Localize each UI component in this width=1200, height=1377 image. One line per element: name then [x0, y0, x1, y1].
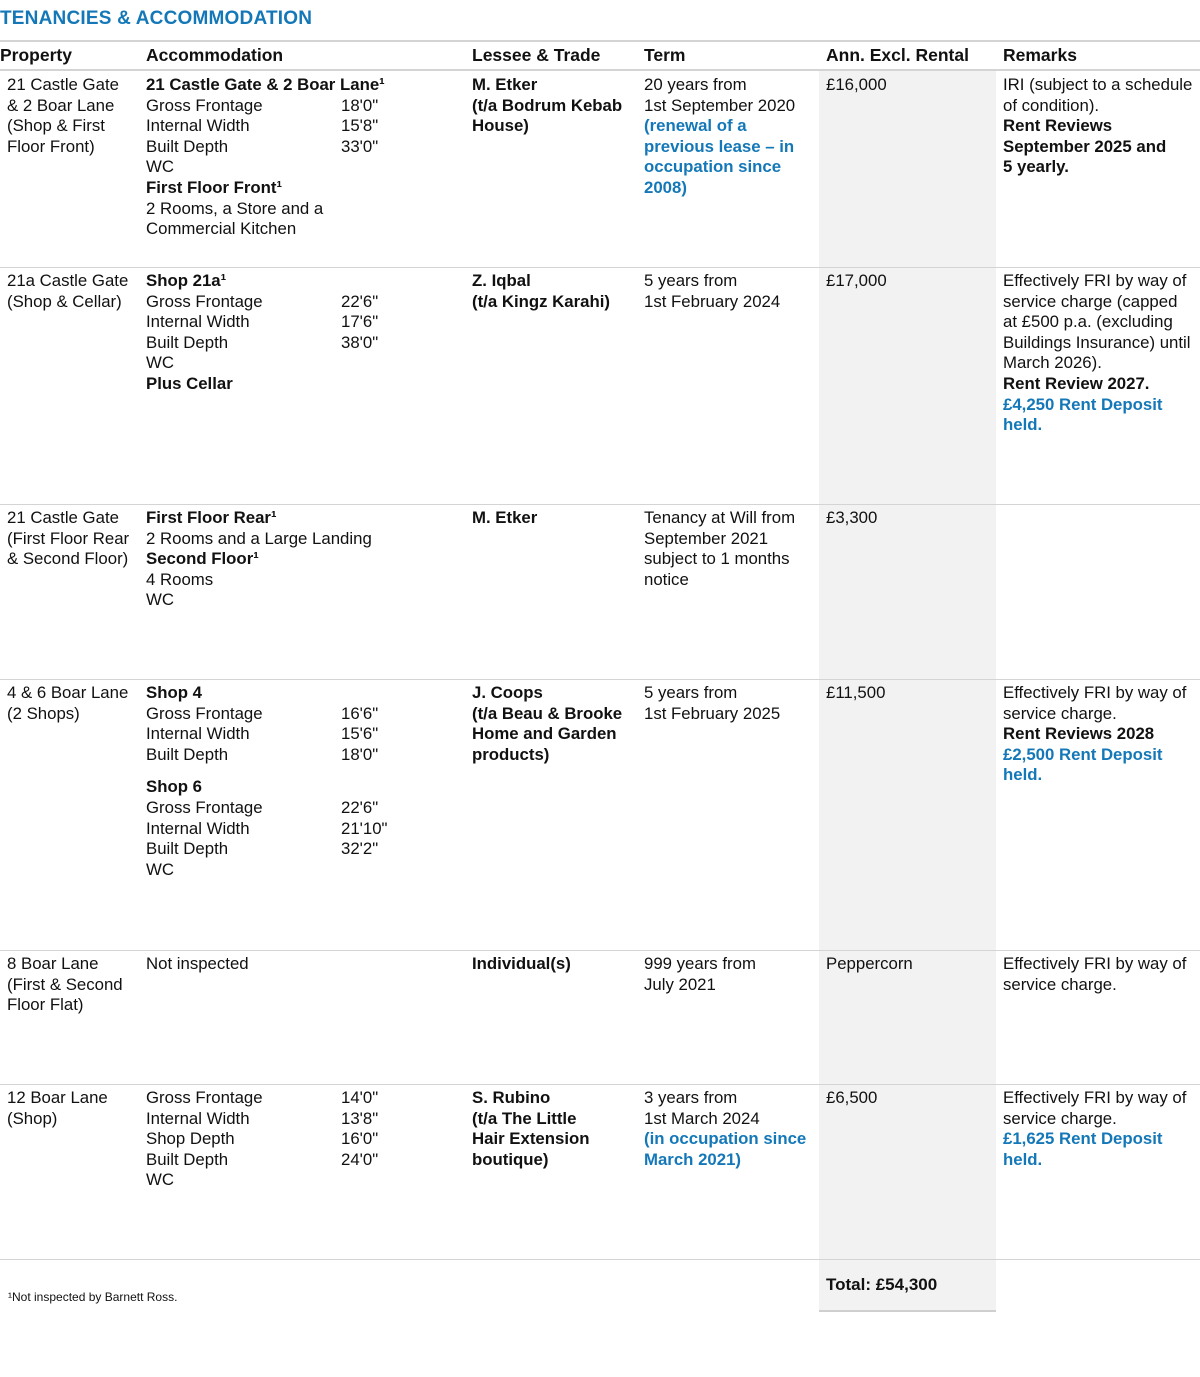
- accommodation-line: [146, 839, 379, 860]
- accommodation-label: 21 Castle Gate & 2 Boar Lane¹: [146, 75, 385, 94]
- remarks-line: service charge.: [1003, 703, 1117, 723]
- lessee-line: (t/a Kingz Karahi): [472, 291, 610, 311]
- rental-cell: £16,000: [826, 75, 887, 94]
- dimension-value: 16'0": [341, 1129, 379, 1149]
- spacer: [146, 765, 263, 777]
- remarks-line: at £500 p.a. (excluding: [1003, 312, 1173, 332]
- remarks-cell: [1003, 683, 1186, 786]
- accommodation-label: Gross Frontage: [146, 95, 263, 115]
- remarks-cell: [1003, 1088, 1186, 1170]
- term-line: March 2021): [644, 1149, 742, 1169]
- remarks-line: Effectively FRI by way of: [1003, 683, 1187, 702]
- accommodation-label: Internal Width: [146, 724, 250, 744]
- accommodation-label: Gross Frontage: [146, 797, 263, 817]
- property-line: (Shop): [7, 1108, 58, 1128]
- accommodation-line: [146, 332, 379, 354]
- accommodation-label: Built Depth: [146, 136, 229, 156]
- remarks-line: £1,625 Rent Deposit: [1003, 1129, 1163, 1149]
- accommodation-cell: [146, 271, 379, 395]
- accommodation-line: [146, 1108, 379, 1130]
- lessee-line: Individual(s): [472, 954, 571, 973]
- accommodation-label: Shop 21a¹: [146, 271, 227, 290]
- accommodation-label: Built Depth: [146, 744, 229, 764]
- header-bottom-rule: [0, 69, 1200, 71]
- lessee-line: S. Rubino: [472, 1088, 551, 1107]
- accommodation-label: Commercial Kitchen: [146, 219, 297, 239]
- row-divider: [0, 267, 1200, 268]
- lessee-line: M. Etker: [472, 75, 538, 94]
- term-line: notice: [644, 569, 689, 589]
- accommodation-line: [146, 1170, 263, 1191]
- dimension-value: 21'10": [341, 818, 388, 838]
- remarks-line: service charge.: [1003, 1108, 1117, 1128]
- remarks-line: Effectively FRI by way of: [1003, 954, 1187, 973]
- accommodation-label: Gross Frontage: [146, 291, 263, 311]
- lessee-cell: [472, 75, 622, 137]
- accommodation-label: First Floor Front¹: [146, 177, 283, 197]
- property-cell: [7, 271, 128, 312]
- footnote: ¹Not inspected by Barnett Ross.: [8, 1290, 178, 1304]
- dimension-value: 16'6": [341, 703, 379, 723]
- property-line: 8 Boar Lane: [7, 954, 99, 973]
- property-line: & 2 Boar Lane: [7, 95, 115, 115]
- header-term: Term: [644, 45, 686, 65]
- accommodation-heading: [146, 508, 372, 529]
- accommodation-line: [146, 703, 379, 725]
- term-line: 999 years from: [644, 954, 756, 973]
- header-lessee: Lessee & Trade: [472, 45, 601, 65]
- rental-column-bottom-rule: [819, 1310, 996, 1312]
- property-line: Floor Front): [7, 136, 95, 156]
- remarks-cell: [1003, 271, 1191, 436]
- accommodation-line: [146, 724, 379, 745]
- term-line: subject to 1 months: [644, 549, 790, 569]
- property-cell: [7, 683, 128, 724]
- accommodation-label: Gross Frontage: [146, 1088, 263, 1107]
- accommodation-label: 2 Rooms and a Large Landing: [146, 528, 372, 548]
- accommodation-line: [146, 219, 385, 240]
- accommodation-line: [146, 529, 372, 550]
- lessee-line: (t/a Bodrum Kebab: [472, 95, 623, 115]
- accommodation-label: 2 Rooms, a Store and a: [146, 198, 324, 218]
- header-remarks: Remarks: [1003, 45, 1077, 65]
- accommodation-label: WC: [146, 859, 174, 879]
- accommodation-line: [146, 860, 263, 881]
- total-rental: Total: £54,300: [826, 1275, 938, 1294]
- header-top-rule: [0, 40, 1200, 42]
- accommodation-line: [146, 137, 385, 158]
- remarks-line: September 2025 and: [1003, 136, 1167, 156]
- remarks-cell: [1003, 75, 1192, 178]
- lessee-cell: [472, 683, 622, 765]
- remarks-line: March 2026).: [1003, 353, 1102, 373]
- lessee-line: products): [472, 744, 550, 764]
- term-cell: [644, 508, 795, 590]
- header-property: Property: [0, 45, 72, 65]
- accommodation-label: Built Depth: [146, 839, 229, 859]
- property-cell: [7, 508, 129, 570]
- remarks-line: Rent Reviews 2028: [1003, 724, 1155, 744]
- accommodation-line: [146, 96, 385, 117]
- term-line: 1st September 2020: [644, 95, 796, 115]
- row-divider: [0, 1084, 1200, 1085]
- rental-cell: £11,500: [826, 683, 886, 702]
- dimension-value: 13'8": [341, 1108, 379, 1128]
- remarks-line: Rent Reviews: [1003, 116, 1113, 136]
- accommodation-line: [146, 1149, 379, 1171]
- row-divider: [0, 950, 1200, 951]
- row-divider: [0, 1259, 1200, 1260]
- rental-cell: £17,000: [826, 271, 887, 290]
- dimension-value: 15'8": [341, 116, 379, 136]
- accommodation-line: [146, 744, 379, 766]
- term-line: (renewal of a: [644, 116, 747, 136]
- property-line: Floor Flat): [7, 995, 84, 1015]
- accommodation-label: 4 Rooms: [146, 569, 214, 589]
- term-line: (in occupation since: [644, 1129, 807, 1149]
- property-line: 21 Castle Gate: [7, 75, 119, 94]
- remarks-line: Effectively FRI by way of: [1003, 1088, 1187, 1107]
- accommodation-label: Second Floor¹: [146, 549, 259, 569]
- remarks-line: 5 yearly.: [1003, 157, 1069, 177]
- accommodation-cell: [146, 75, 385, 240]
- accommodation-line: [146, 199, 385, 220]
- row-divider: [0, 679, 1200, 680]
- accommodation-label: Internal Width: [146, 312, 250, 332]
- accommodation-line: [146, 570, 372, 591]
- lessee-line: House): [472, 116, 529, 136]
- dimension-value: 38'0": [341, 332, 379, 352]
- lessee-line: Hair Extension: [472, 1129, 590, 1149]
- lessee-line: Home and Garden: [472, 724, 617, 744]
- rental-cell: £6,500: [826, 1088, 878, 1107]
- accommodation-label: Gross Frontage: [146, 703, 263, 723]
- accommodation-heading: [146, 683, 263, 704]
- property-line: 12 Boar Lane: [7, 1088, 108, 1107]
- term-cell: [644, 683, 780, 724]
- lessee-line: boutique): [472, 1149, 549, 1169]
- accommodation-line: [146, 291, 379, 313]
- accommodation-heading: [146, 374, 263, 395]
- property-line: (First & Second: [7, 974, 123, 994]
- remarks-line: Effectively FRI by way of: [1003, 271, 1187, 290]
- accommodation-heading: [146, 777, 263, 798]
- term-line: 1st February 2024: [644, 291, 781, 311]
- accommodation-line: [146, 157, 385, 178]
- property-line: (First Floor Rear: [7, 528, 130, 548]
- accommodation-label: Plus Cellar: [146, 373, 233, 393]
- accommodation-line: [146, 116, 385, 137]
- lessee-line: Z. Iqbal: [472, 271, 531, 290]
- remarks-line: service charge (capped: [1003, 291, 1178, 311]
- property-cell: [7, 75, 119, 157]
- term-line: 1st March 2024: [644, 1108, 760, 1128]
- remarks-line: held.: [1003, 765, 1043, 785]
- property-line: 4 & 6 Boar Lane: [7, 683, 129, 702]
- accommodation-heading: [146, 271, 263, 292]
- accommodation-heading: [146, 75, 385, 96]
- remarks-line: IRI (subject to a schedule: [1003, 75, 1193, 94]
- term-line: 5 years from: [644, 271, 738, 290]
- rental-cell: Peppercorn: [826, 954, 913, 973]
- property-line: & Second Floor): [7, 549, 129, 569]
- term-line: 1st February 2025: [644, 703, 781, 723]
- term-cell: [644, 75, 795, 199]
- accommodation-line: [146, 1129, 379, 1150]
- lessee-line: M. Etker: [472, 508, 538, 527]
- accommodation-label: Shop Depth: [146, 1129, 235, 1149]
- property-line: 21 Castle Gate: [7, 508, 119, 527]
- accommodation-label: Not inspected: [146, 954, 249, 973]
- remarks-line: held.: [1003, 1149, 1043, 1169]
- term-cell: [644, 271, 780, 312]
- lessee-cell: [472, 954, 571, 975]
- term-line: 20 years from: [644, 75, 747, 94]
- property-line: (Shop & Cellar): [7, 291, 122, 311]
- accommodation-label: Shop 6: [146, 777, 202, 797]
- remarks-line: Rent Review 2027.: [1003, 373, 1150, 393]
- dimension-value: 18'0": [341, 744, 379, 764]
- dimension-value: 22'6": [341, 291, 379, 311]
- dimension-value: 14'0": [341, 1088, 379, 1107]
- property-cell: [7, 954, 123, 1016]
- property-cell: [7, 1088, 108, 1129]
- property-line: (Shop & First: [7, 116, 105, 136]
- lessee-cell: [472, 271, 610, 312]
- accommodation-label: Built Depth: [146, 1149, 229, 1169]
- remarks-line: £2,500 Rent Deposit: [1003, 744, 1163, 764]
- dimension-value: 24'0": [341, 1149, 379, 1169]
- accommodation-label: First Floor Rear¹: [146, 508, 277, 527]
- page-title: TENANCIES & ACCOMMODATION: [0, 8, 313, 29]
- term-cell: [644, 954, 756, 995]
- accommodation-label: WC: [146, 590, 174, 610]
- row-divider: [0, 504, 1200, 505]
- header-accommodation: Accommodation: [146, 45, 284, 65]
- dimension-value: 22'6": [341, 797, 379, 817]
- term-cell: [644, 1088, 806, 1170]
- dimension-value: 32'2": [341, 839, 379, 859]
- lessee-line: J. Coops: [472, 683, 543, 702]
- accommodation-label: WC: [146, 353, 174, 373]
- term-line: 2008): [644, 177, 687, 197]
- property-line: (2 Shops): [7, 703, 80, 723]
- remarks-line: held.: [1003, 415, 1043, 435]
- accommodation-label: Internal Width: [146, 116, 250, 136]
- accommodation-cell: [146, 1088, 379, 1191]
- accommodation-line: [146, 1088, 379, 1109]
- term-line: 3 years from: [644, 1088, 738, 1107]
- lessee-cell: [472, 508, 537, 529]
- accommodation-cell: [146, 508, 372, 611]
- term-line: July 2021: [644, 974, 716, 994]
- accommodation-line: [146, 353, 263, 374]
- remarks-line: service charge.: [1003, 974, 1117, 994]
- accommodation-line: [146, 818, 388, 840]
- term-line: Tenancy at Will from: [644, 508, 796, 527]
- dimension-value: 15'6": [341, 724, 379, 744]
- lessee-line: (t/a Beau & Brooke: [472, 703, 623, 723]
- property-line: 21a Castle Gate: [7, 271, 129, 290]
- term-line: previous lease – in: [644, 136, 795, 156]
- dimension-value: 33'0": [341, 136, 379, 156]
- accommodation-label: Built Depth: [146, 332, 229, 352]
- accommodation-line: [146, 312, 379, 333]
- remarks-line: Buildings Insurance) until: [1003, 332, 1191, 352]
- accommodation-label: Internal Width: [146, 818, 250, 838]
- accommodation-label: Shop 4: [146, 683, 202, 702]
- accommodation-label: WC: [146, 157, 174, 177]
- accommodation-label: WC: [146, 1170, 174, 1190]
- accommodation-cell: [146, 683, 388, 880]
- accommodation-cell: [146, 954, 249, 975]
- accommodation-label: Internal Width: [146, 1108, 250, 1128]
- dimension-value: 18'0": [341, 95, 379, 115]
- remarks-line: £4,250 Rent Deposit: [1003, 394, 1163, 414]
- remarks-cell: [1003, 954, 1186, 995]
- accommodation-line: [146, 590, 372, 611]
- remarks-line: of condition).: [1003, 95, 1100, 115]
- dimension-value: 17'6": [341, 312, 379, 332]
- accommodation-heading: [146, 549, 372, 570]
- accommodation-line: [146, 954, 249, 975]
- accommodation-line: [146, 797, 379, 819]
- term-line: occupation since: [644, 157, 782, 177]
- lessee-line: (t/a The Little: [472, 1108, 577, 1128]
- lessee-cell: [472, 1088, 590, 1170]
- header-rental: Ann. Excl. Rental: [826, 45, 969, 65]
- rental-cell: £3,300: [826, 508, 878, 527]
- accommodation-heading: [146, 178, 385, 199]
- term-line: 5 years from: [644, 683, 738, 702]
- term-line: September 2021: [644, 528, 769, 548]
